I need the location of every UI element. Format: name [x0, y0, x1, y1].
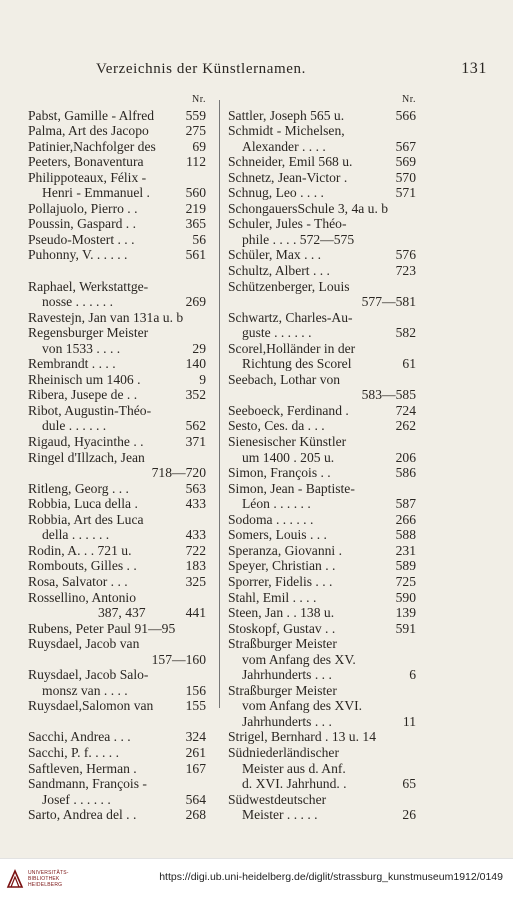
- entry-text: Schwartz, Charles-Au-: [228, 309, 353, 325]
- index-entry-line: [28, 108, 206, 124]
- logo-line: HEIDELBERG: [28, 882, 63, 888]
- entry-text: Straßburger Meister: [228, 636, 337, 652]
- entry-number: 371: [185, 434, 206, 450]
- entry-text: Peeters, Bonaventura: [28, 154, 144, 170]
- index-entry-line: [228, 683, 416, 699]
- entry-text: Jahrhunderts . . .: [242, 667, 332, 683]
- entry-text: Strigel, Bernhard . 13 u. 14: [228, 729, 376, 745]
- entry-text: Schützenberger, Louis: [228, 278, 350, 294]
- index-entry-line: [228, 325, 416, 341]
- entry-number: 206: [395, 449, 416, 465]
- entry-number: 576: [395, 247, 416, 263]
- entry-number: 567: [395, 138, 416, 154]
- entry-text: Rigaud, Hyacinthe . .: [28, 434, 144, 450]
- entry-number: 29: [192, 340, 206, 356]
- index-entry-line: [228, 263, 416, 279]
- entry-text: nosse . . . . . .: [42, 294, 113, 310]
- entry-text: Scorel,Holländer in der: [228, 340, 356, 356]
- library-logo[interactable]: [6, 869, 69, 889]
- entry-number: 219: [185, 200, 206, 216]
- index-entry-line: [228, 745, 416, 761]
- entry-text: Patinier,Nachfolger des: [28, 138, 156, 154]
- entry-text: d. XVI. Jahrhund. .: [242, 776, 347, 792]
- entry-text: Speyer, Christian . .: [228, 558, 336, 574]
- index-entry-line: [28, 605, 206, 621]
- entry-text: SchongauersSchule 3, 4a u. b: [228, 200, 389, 216]
- entry-text: Sacchi, P. f. . . . .: [28, 744, 119, 760]
- entry-text: Raphael, Werkstattge-: [28, 278, 149, 294]
- entry-text: Ruysdael,Salomon van: [28, 698, 154, 714]
- entry-text: vom Anfang des XVI.: [242, 698, 363, 714]
- entry-text: Rheinisch um 1406 .: [28, 371, 141, 387]
- index-entry-line: [228, 108, 416, 124]
- library-seal-icon: [6, 869, 24, 889]
- entry-text: Schneider, Emil 568 u.: [228, 154, 353, 170]
- entry-text: Puhonny, V. . . . . .: [28, 247, 128, 263]
- index-entry-line: [228, 387, 416, 403]
- entry-text: 387, 437: [98, 605, 146, 621]
- index-entry-line: [228, 418, 416, 434]
- entry-text: Poussin, Gaspard . .: [28, 216, 136, 232]
- index-entry-line: [28, 123, 206, 139]
- index-entry-line: [228, 698, 416, 714]
- index-entry-line: [228, 201, 416, 217]
- entry-text: Rossellino, Antonio: [28, 589, 137, 605]
- index-entry-line: [28, 527, 206, 543]
- index-entry-line: [28, 776, 206, 792]
- entry-text: Südniederländischer: [228, 744, 339, 760]
- entry-number: 140: [185, 356, 206, 372]
- entry-number: 262: [395, 418, 416, 434]
- entry-number: 325: [185, 573, 206, 589]
- entry-text: Schultz, Albert . . .: [228, 263, 330, 279]
- entry-number: 352: [185, 387, 206, 403]
- entry-text: Ruysdael, Jacob van: [28, 636, 140, 652]
- entry-number: 61: [402, 356, 416, 372]
- entry-text: Pabst, Gamille - Alfred: [28, 107, 155, 123]
- entry-text: phile . . . . 572—575: [242, 231, 355, 247]
- index-entry-line: [228, 185, 416, 201]
- index-entry-line: [28, 667, 206, 683]
- entry-text: Ruysdael, Jacob Salo-: [28, 667, 149, 683]
- index-entry-line: [28, 512, 206, 528]
- entry-number: 26: [402, 807, 416, 823]
- index-entry-line: [228, 279, 416, 295]
- entry-text: Alexander . . . .: [242, 138, 326, 154]
- index-entry-line: [228, 450, 416, 466]
- entry-text: Pollajuolo, Pierro . .: [28, 200, 138, 216]
- entry-number: 441: [185, 605, 206, 621]
- entry-number: 566: [395, 107, 416, 123]
- entry-number: 561: [185, 247, 206, 263]
- index-entry-line: [228, 574, 416, 590]
- entry-number: 560: [185, 185, 206, 201]
- entry-text: Seeboeck, Ferdinand .: [228, 402, 349, 418]
- index-entry-line: [28, 543, 206, 559]
- index-entry-line: [228, 714, 416, 730]
- index-entry-line: [28, 341, 206, 357]
- index-entry-line: [28, 698, 206, 714]
- index-entry-line: [228, 247, 416, 263]
- entry-number: 266: [395, 511, 416, 527]
- entry-number: 586: [395, 465, 416, 481]
- entry-number: 590: [395, 589, 416, 605]
- entry-number: 324: [185, 729, 206, 745]
- section-gap: [28, 263, 206, 279]
- entry-number: 724: [395, 402, 416, 418]
- index-entry-line: [228, 170, 416, 186]
- index-entry-line: [228, 761, 416, 777]
- entry-text: Schnug, Leo . . . .: [228, 185, 324, 201]
- index-entry-line: [28, 683, 206, 699]
- entry-number: 725: [395, 573, 416, 589]
- entry-text: Saftleven, Herman .: [28, 760, 137, 776]
- index-entry-line: [228, 667, 416, 683]
- entry-text: Rombouts, Gilles . .: [28, 558, 137, 574]
- index-entry-line: [28, 216, 206, 232]
- entry-text: Philippoteaux, Félix -: [28, 169, 147, 185]
- entry-text: Straßburger Meister: [228, 682, 337, 698]
- index-entry-line: [28, 387, 206, 403]
- page-number: 131: [461, 60, 487, 77]
- entry-text: Rodin, A. . . 721 u.: [28, 542, 132, 558]
- entry-text: Meister . . . . .: [242, 807, 318, 823]
- entry-number: 11: [402, 713, 416, 729]
- entry-text: Schüler, Max . . .: [228, 247, 322, 263]
- entry-text: Ribot, Augustin-Théo-: [28, 402, 152, 418]
- index-entry-line: [228, 496, 416, 512]
- entry-text: guste . . . . . .: [242, 325, 312, 341]
- index-entry-line: [28, 574, 206, 590]
- entry-number: 183: [185, 558, 206, 574]
- entry-text: Seebach, Lothar von: [228, 371, 341, 387]
- entry-number: 564: [185, 791, 206, 807]
- entry-text: vom Anfang des XV.: [242, 651, 356, 667]
- entry-text: von 1533 . . . .: [42, 340, 121, 356]
- logo-line: UNIVERSITÄTS-: [28, 870, 69, 876]
- index-entry-line: [28, 652, 206, 668]
- index-entry-line: [28, 310, 206, 326]
- index-entry-line: [228, 636, 416, 652]
- index-entry-line: [228, 792, 416, 808]
- entry-text: Schnetz, Jean-Victor .: [228, 169, 348, 185]
- page-title: Verzeichnis der Künstlernamen.: [96, 61, 307, 77]
- entry-number: 577—581: [361, 294, 416, 310]
- entry-text: Jahrhunderts . . .: [242, 713, 332, 729]
- entry-text: Rembrandt . . . .: [28, 356, 116, 372]
- entry-number: 167: [185, 760, 206, 776]
- index-entry-line: [28, 496, 206, 512]
- entry-text: Sporrer, Fidelis . . .: [228, 573, 333, 589]
- index-entry-line: [28, 372, 206, 388]
- entry-text: Speranza, Giovanni .: [228, 542, 343, 558]
- index-entry-line: [28, 590, 206, 606]
- index-entry-line: [228, 294, 416, 310]
- index-entry-line: [228, 543, 416, 559]
- index-entry-line: [28, 139, 206, 155]
- entry-text: Ravestejn, Jan van 131a u. b: [28, 309, 184, 325]
- entry-text: Südwestdeutscher: [228, 791, 327, 807]
- index-entry-line: [28, 465, 206, 481]
- entry-number: 722: [185, 542, 206, 558]
- index-entry-line: [28, 356, 206, 372]
- index-entry-line: [228, 356, 416, 372]
- index-column-right: [228, 92, 416, 823]
- index-entry-line: [28, 745, 206, 761]
- entry-number: 269: [185, 294, 206, 310]
- entry-text: Stahl, Emil . . . .: [228, 589, 317, 605]
- entry-text: Rubens, Peter Paul 91—95: [28, 620, 176, 636]
- index-entry-line: [28, 325, 206, 341]
- entry-text: Meister aus d. Anf.: [242, 760, 346, 776]
- entry-text: Sienesischer Künstler: [228, 434, 347, 450]
- index-entry-line: [228, 154, 416, 170]
- index-column-left: [28, 92, 206, 823]
- index-entry-line: [28, 450, 206, 466]
- index-entry-line: [28, 279, 206, 295]
- entry-number: 591: [395, 620, 416, 636]
- permalink-url[interactable]: https://digi.ub.uni-heidelberg.de/diglit/strassburg_kunstmuseum1912/0149: [159, 871, 503, 883]
- index-entry-line: [228, 807, 416, 823]
- entry-text: Robbia, Art des Luca: [28, 511, 144, 527]
- entry-text: dule . . . . . .: [42, 418, 107, 434]
- entry-text: Simon, Jean - Baptiste-: [228, 480, 355, 496]
- entry-number: 65: [402, 776, 416, 792]
- index-entry-line: [28, 247, 206, 263]
- index-entry-line: [228, 232, 416, 248]
- index-entry-line: [228, 465, 416, 481]
- section-gap: [28, 714, 206, 730]
- index-entry-line: [228, 341, 416, 357]
- entry-number: 156: [185, 682, 206, 698]
- entry-number: 268: [185, 807, 206, 823]
- index-entry-line: [228, 481, 416, 497]
- entry-text: Schuler, Jules - Théo-: [228, 216, 347, 232]
- index-entry-line: [28, 807, 206, 823]
- entry-number: 261: [185, 744, 206, 760]
- entry-number: 583—585: [361, 387, 416, 403]
- entry-number: 231: [395, 542, 416, 558]
- index-entry-line: [28, 558, 206, 574]
- entry-number: 570: [395, 169, 416, 185]
- index-entry-line: [228, 310, 416, 326]
- entry-number: 433: [185, 496, 206, 512]
- entry-number: 275: [185, 123, 206, 139]
- entry-number: 562: [185, 418, 206, 434]
- index-entry-line: [28, 232, 206, 248]
- entry-number: 365: [185, 216, 206, 232]
- entry-number: 718—720: [151, 465, 206, 481]
- running-header: [96, 60, 487, 78]
- viewer-footer: [0, 858, 513, 903]
- entry-number: 571: [395, 185, 416, 201]
- entry-text: Ringel d'Illzach, Jean: [28, 449, 145, 465]
- index-entry-line: [28, 170, 206, 186]
- index-entry-line: [228, 123, 416, 139]
- entry-number: 582: [395, 325, 416, 341]
- entry-text: Somers, Louis . . .: [228, 527, 327, 543]
- entry-number: 723: [395, 263, 416, 279]
- entry-text: Rosa, Salvator . . .: [28, 573, 128, 589]
- entry-text: Sodoma . . . . . .: [228, 511, 314, 527]
- entry-text: um 1400 . 205 u.: [242, 449, 335, 465]
- entry-number: 587: [395, 496, 416, 512]
- column-label-nr: Nr.: [192, 94, 206, 105]
- index-entry-line: [28, 729, 206, 745]
- index-entry-line: [228, 139, 416, 155]
- entry-text: Sacchi, Andrea . . .: [28, 729, 131, 745]
- index-entry-line: [228, 621, 416, 637]
- entry-number: 563: [185, 480, 206, 496]
- index-entry-line: [228, 652, 416, 668]
- entry-number: 6: [409, 667, 416, 683]
- column-divider: [219, 100, 220, 708]
- index-entry-line: [228, 590, 416, 606]
- index-entry-line: [28, 185, 206, 201]
- entry-text: Pseudo-Mostert . . .: [28, 231, 135, 247]
- entry-text: Josef . . . . . .: [42, 791, 111, 807]
- index-entry-line: [28, 792, 206, 808]
- index-entry-line: [228, 434, 416, 450]
- index-entry-line: [228, 605, 416, 621]
- column-label-nr: Nr.: [402, 94, 416, 105]
- entry-text: Regensburger Meister: [28, 325, 149, 341]
- entry-number: 559: [185, 107, 206, 123]
- entry-text: Stoskopf, Gustav . .: [228, 620, 336, 636]
- entry-text: Steen, Jan . . 138 u.: [228, 605, 335, 621]
- index-entry-line: [228, 527, 416, 543]
- entry-number: 589: [395, 558, 416, 574]
- entry-text: Sandmann, François -: [28, 776, 147, 792]
- entry-text: Sarto, Andrea del . .: [28, 807, 137, 823]
- index-entry-line: [28, 403, 206, 419]
- index-entry-line: [28, 434, 206, 450]
- entry-text: Simon, François . .: [228, 465, 331, 481]
- entry-number: 112: [186, 154, 206, 170]
- entry-text: Palma, Art des Jacopo: [28, 123, 149, 139]
- index-entry-line: [228, 558, 416, 574]
- entry-text: Schmidt - Michelsen,: [228, 123, 345, 139]
- index-entry-line: [228, 372, 416, 388]
- index-entry-line: [28, 761, 206, 777]
- entry-text: Léon . . . . . .: [242, 496, 311, 512]
- entry-text: Sesto, Ces. da . . .: [228, 418, 325, 434]
- index-entry-line: [28, 636, 206, 652]
- entry-text: Henri - Emmanuel .: [42, 185, 150, 201]
- index-entry-line: [28, 621, 206, 637]
- index-entry-line: [228, 403, 416, 419]
- entry-number: 157—160: [151, 651, 206, 667]
- entry-number: 56: [192, 231, 206, 247]
- entry-text: Richtung des Scorel: [242, 356, 352, 372]
- entry-text: della . . . . . .: [42, 527, 110, 543]
- index-entry-line: [28, 294, 206, 310]
- entry-text: Ribera, Jusepe de . .: [28, 387, 138, 403]
- logo-line: BIBLIOTHEK: [28, 876, 60, 882]
- index-entry-line: [28, 201, 206, 217]
- index-entry-line: [228, 512, 416, 528]
- entry-number: 155: [185, 698, 206, 714]
- entry-text: monsz van . . . .: [42, 682, 128, 698]
- index-entry-line: [228, 776, 416, 792]
- index-entry-line: [28, 481, 206, 497]
- entry-number: 69: [192, 138, 206, 154]
- entry-number: 139: [395, 605, 416, 621]
- index-entry-line: [228, 729, 416, 745]
- entry-number: 433: [185, 527, 206, 543]
- entry-number: 569: [395, 154, 416, 170]
- entry-number: 9: [199, 371, 206, 387]
- entry-number: 588: [395, 527, 416, 543]
- entry-text: Ritleng, Georg . . .: [28, 480, 129, 496]
- index-entry-line: [28, 154, 206, 170]
- entry-text: Robbia, Luca della .: [28, 496, 138, 512]
- index-entry-line: [28, 418, 206, 434]
- entry-text: Sattler, Joseph 565 u.: [228, 107, 345, 123]
- index-entry-line: [228, 216, 416, 232]
